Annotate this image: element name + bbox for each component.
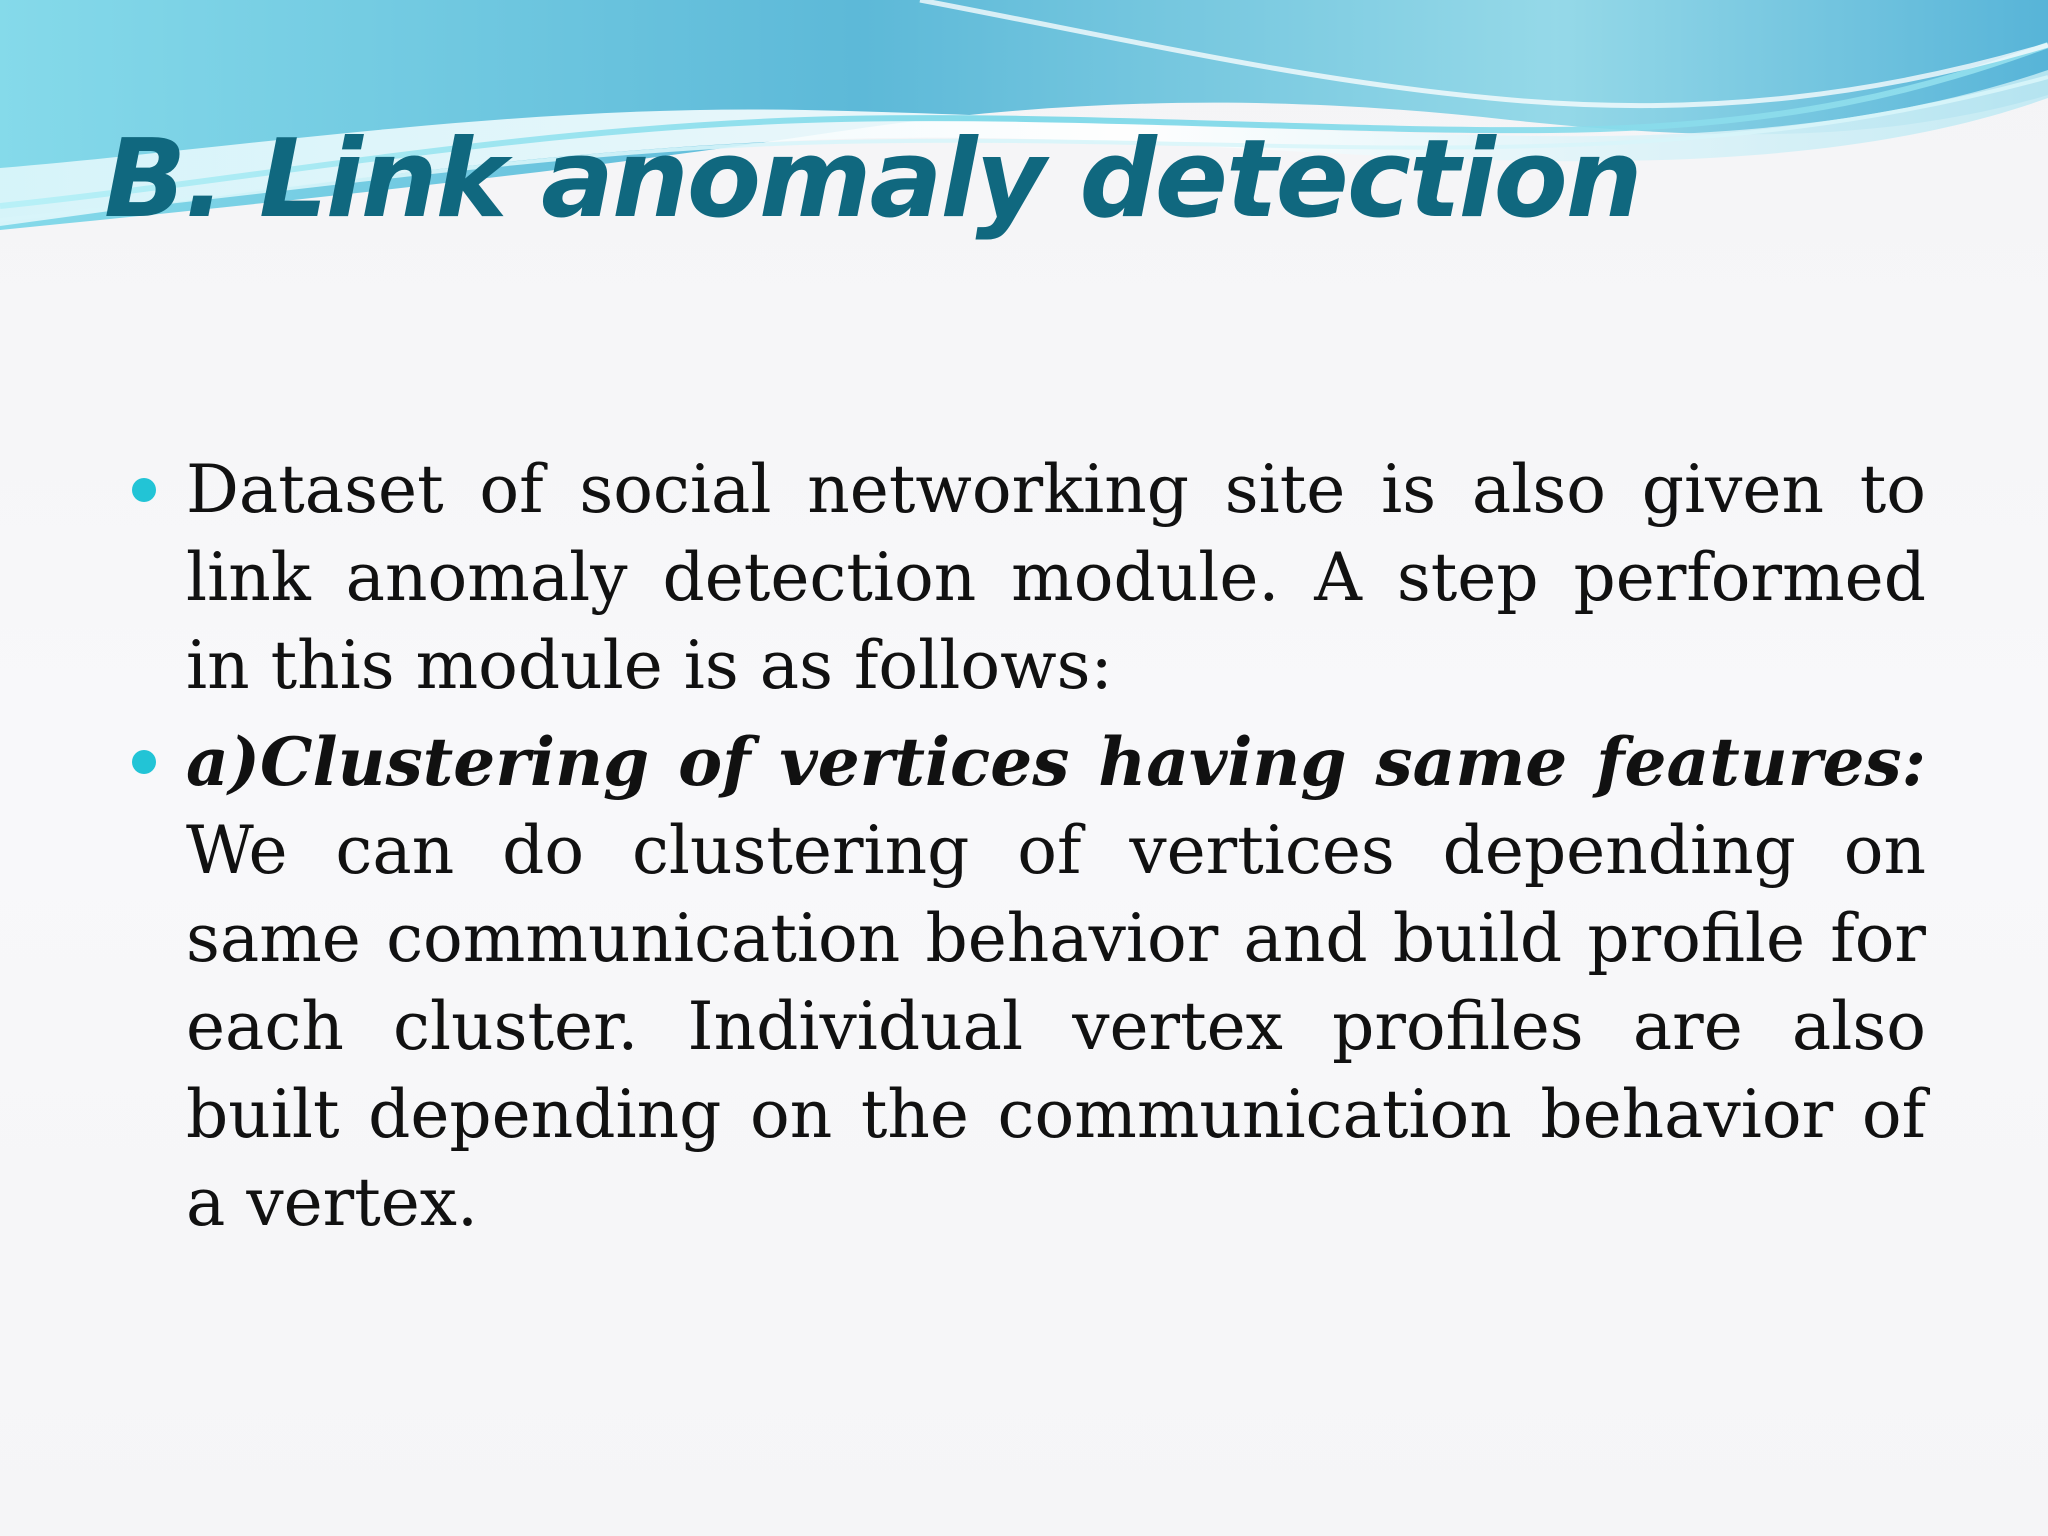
bullet-list [128, 446, 1926, 1255]
bullet-text: We can do clustering of vertices depending on same communication behavior and build profile for each cluster. Individual vertex profiles are also built depending on the communication behavior of a vertex. [186, 812, 1926, 1241]
bullet-text: Dataset of social networking site is also given to link anomaly detection module. A step performed in this module is as follows: [186, 451, 1926, 704]
bullet-emphasis: a)Clustering of vertices having same features: [186, 723, 1926, 801]
bullet-icon [132, 478, 156, 502]
bullet-item-clustering [128, 718, 1926, 1247]
bullet-item-dataset [128, 446, 1926, 710]
bullet-icon [132, 750, 156, 774]
slide-title: B. Link anomaly detection [104, 117, 1641, 242]
